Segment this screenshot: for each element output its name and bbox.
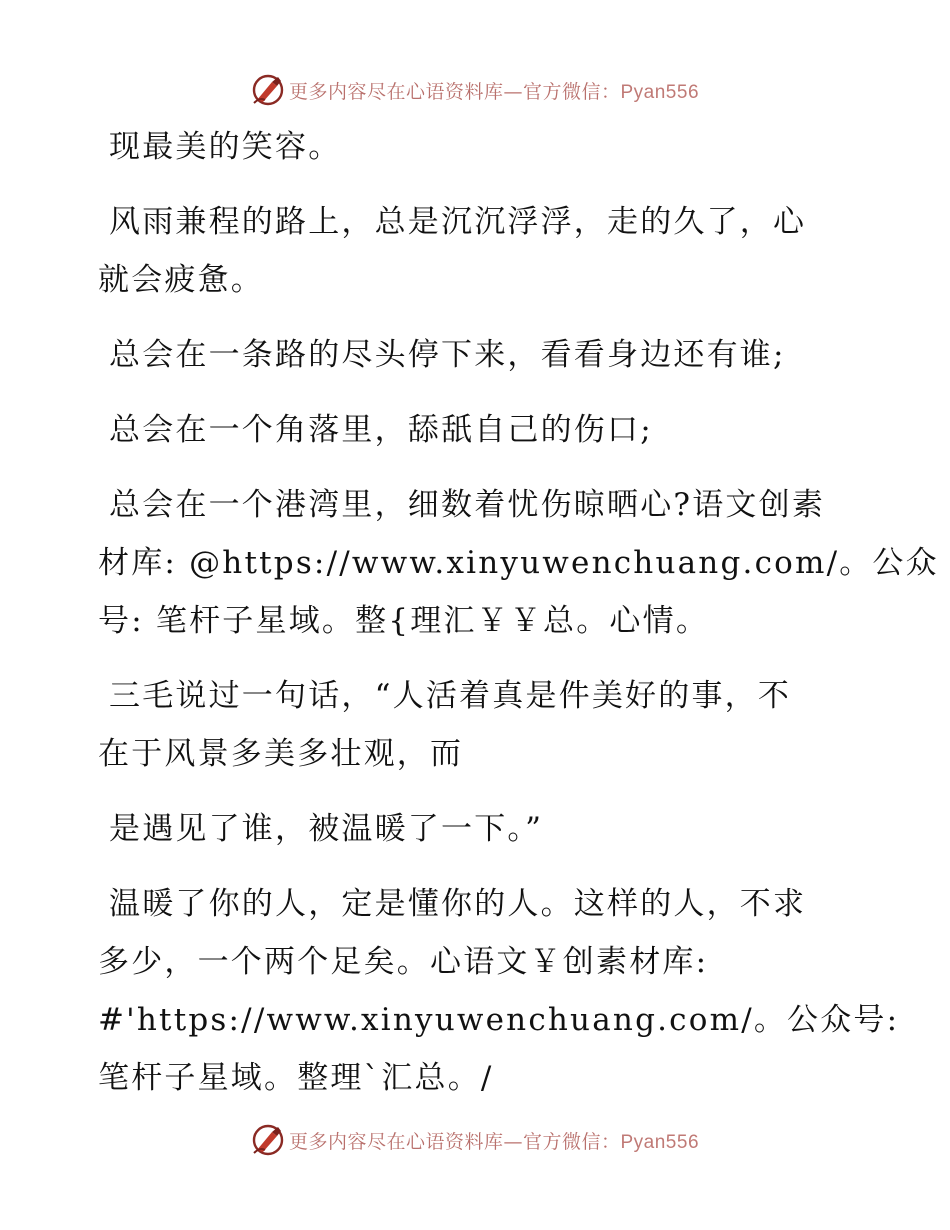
text-line: 三毛说过一句话，“人活着真是件美好的事，不: [109, 678, 792, 714]
text-line: 就会疲惫。: [98, 262, 264, 298]
paragraph: [98, 800, 858, 858]
text-line: 在于风景多美多壮观，而: [98, 736, 464, 772]
paragraph: [98, 326, 858, 384]
text-line: 温暖了你的人，定是懂你的人。这样的人，不求: [109, 886, 807, 922]
pen-nib-logo-icon: [251, 73, 285, 107]
paragraph: [98, 476, 939, 650]
footer-banner: [0, 1120, 950, 1160]
text-line: 现最美的笑容。: [109, 129, 342, 165]
text-line: 是遇见了谁，被温暖了一下。”: [109, 811, 544, 847]
text-line: 多少，一个两个足矣。心语文￥创素材库:: [98, 944, 709, 980]
document-body: [98, 118, 939, 1124]
header-banner: [0, 70, 950, 110]
paragraph: [98, 401, 858, 459]
text-line: 风雨兼程的路上，总是沉沉浮浮，走的久了，心: [109, 204, 807, 240]
paragraph: [98, 118, 858, 176]
paragraph: [98, 193, 858, 309]
paragraph: [98, 667, 858, 783]
text-line: 号: 笔杆子星域。整{理汇￥￥总。心情。: [98, 603, 710, 639]
text-line: 材库: @https://www.xinyuwenchuang.com/。公众: [98, 545, 939, 581]
banner-text: 更多内容尽在心语资料库—官方微信：Pyan556: [288, 1130, 700, 1153]
text-line: 总会在一个角落里，舔舐自己的伤口;: [109, 412, 653, 448]
text-line: 笔杆子星域。整理`汇总。/: [98, 1060, 494, 1096]
text-line: #'https://www.xinyuwenchuang.com/。公众号:: [98, 1002, 900, 1038]
banner-text: 更多内容尽在心语资料库—官方微信：Pyan556: [288, 80, 700, 103]
text-line: 总会在一个港湾里，细数着忧伤晾晒心?语文创素: [109, 487, 826, 523]
pen-nib-logo-icon: [251, 1123, 285, 1157]
text-line: 总会在一条路的尽头停下来，看看身边还有谁;: [109, 337, 786, 373]
paragraph: [98, 875, 900, 1107]
